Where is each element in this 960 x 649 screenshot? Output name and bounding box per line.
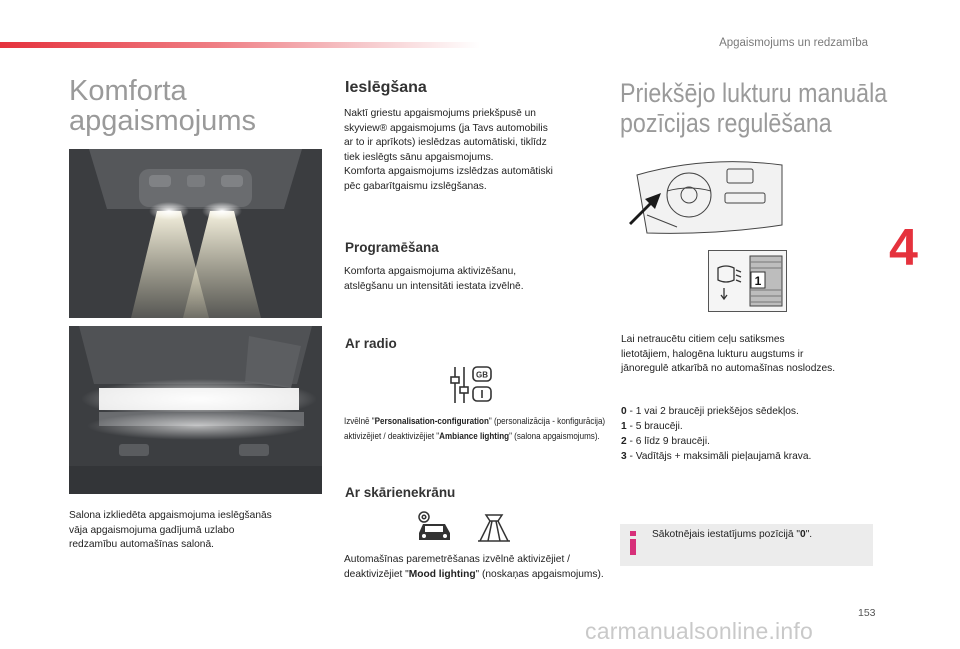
programming-text: Komforta apgaismojuma aktivizēšanu, atslēgšanu un intensitāti iestata izvēlnē. xyxy=(344,266,524,292)
touchscreen-heading: Ar skārienekrānu xyxy=(345,485,456,500)
info-icon xyxy=(624,529,642,557)
mood-lighting-icon xyxy=(474,509,514,545)
programming-heading: Programēšana xyxy=(345,240,439,255)
touchscreen-instructions xyxy=(344,552,606,582)
radio-pre-text: Izvēlnē " xyxy=(344,415,375,426)
switch-on-heading: Ieslēgšana xyxy=(345,79,427,96)
radio-menu-name: Personalisation-configuration xyxy=(374,415,489,426)
position-item: 3 - Vadītājs + maksimāli pieļaujamā krava. xyxy=(621,451,812,462)
radio-mid-text: " (personalizācija - konfigurācija) aktivizējiet / deaktivizējiet " xyxy=(344,415,606,441)
skyview-roof-photo xyxy=(69,326,322,494)
radio-heading: Ar radio xyxy=(345,336,397,351)
switch-on-text: Naktī griestu apgaismojums priekšpusē un skyview® apgaismojums (ja Tavs automobilis ar to ir aprīkots) ieslēdzas automātiski, tiklīdz tiek ieslēgts sānu apgaismojums. Komforta apgaismojums izslēdzas automātiski pēc gabarītgaismu izslēgšanas. xyxy=(344,108,553,192)
dashboard-illustration xyxy=(627,155,787,239)
radio-instructions xyxy=(344,413,611,443)
radio-settings-icon xyxy=(449,363,495,407)
watermark: carmanualsonline.info xyxy=(585,618,813,644)
page-number: 153 xyxy=(858,607,876,619)
headlamp-height-knob xyxy=(708,250,787,312)
position-item: 0 - 1 vai 2 braucēji priekšējos sēdekļos. xyxy=(621,406,799,417)
knob-position-label: 1 xyxy=(754,274,762,288)
ambient-lighting-caption: Salona izkliedēta apgaismojuma ieslēgšanās vāja apgaismojuma gadījumā uzlabo redzamību automašīnas salonā. xyxy=(69,510,272,551)
section-header: Apgaismojums un redzamība xyxy=(719,37,868,49)
position-item: 1 - 5 braucēji. xyxy=(621,421,683,432)
car-settings-icon xyxy=(415,509,455,545)
comfort-lighting-title: Komforta apgaismojums xyxy=(69,75,256,137)
headlamp-adjust-title: Priekšējo lukturu manuāla pozīcijas regulēšana xyxy=(620,78,888,138)
touchscreen-post-text: " (noskaņas apgaismojums). xyxy=(475,569,604,580)
header-accent-bar xyxy=(0,42,480,48)
touchscreen-pre-text: Automašīnas paremetrēšanas izvēlnē aktivizējiet / deaktivizējiet " xyxy=(344,554,570,580)
chapter-number: 4 xyxy=(889,219,918,277)
radio-post-text: " (salona apgaismojums). xyxy=(509,430,600,441)
radio-icon-badge: GB xyxy=(476,370,488,380)
ceiling-lamp-photo xyxy=(69,149,322,318)
headlamp-intro-text: Lai netraucētu citiem ceļu satiksmes lietotājiem, halogēna lukturu augstums ir jānoregulē atkarībā no automašīnas noslodzes. xyxy=(621,334,836,375)
position-item: 2 - 6 līdz 9 braucēji. xyxy=(621,436,710,447)
touchscreen-menu-item: Mood lighting xyxy=(408,569,476,580)
position-list xyxy=(621,404,811,464)
radio-menu-item: Ambiance lighting xyxy=(439,430,510,441)
info-note-text: Sākotnējais iestatījums pozīcijā "0". xyxy=(652,529,813,540)
